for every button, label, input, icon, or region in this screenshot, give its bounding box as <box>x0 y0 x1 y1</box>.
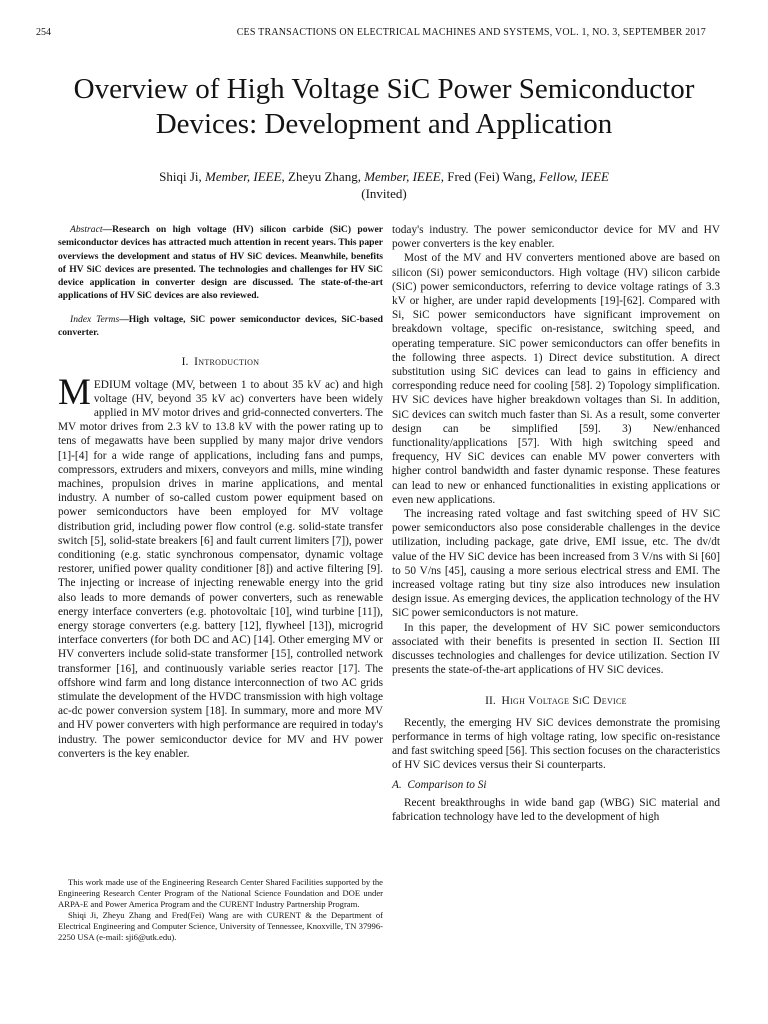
author-name: Zheyu Zhang, <box>288 169 365 184</box>
section2-paragraph-2: Recent breakthroughs in wide band gap (WBG) SiC material and fabrication technology have led to the development of high <box>392 796 720 823</box>
index-terms <box>58 313 383 340</box>
section-title: Introduction <box>194 356 260 369</box>
footnote-funding: This work made use of the Engineering Research Center Shared Facilities supported by the Engineering Research Center Program of the National Science Foundation and DOE under ARPA-E and Power America Program and the CURENT Industry Partnership Program. <box>58 877 383 909</box>
page-number: 254 <box>36 27 51 38</box>
section2-paragraph-1: Recently, the emerging HV SiC devices demonstrate the promising performance in terms of high voltage rating, low specific on-resistance and fast switching speed [56]. This section focuses on the characteristics of HV SiC devices versus their Si counterparts. <box>392 716 720 772</box>
section-numeral: II. <box>485 694 496 707</box>
index-terms-text: —High voltage, SiC power semiconductor devices, SiC-based converter. <box>58 313 383 339</box>
intro-paragraph-1 <box>58 371 383 761</box>
right-column <box>392 223 720 824</box>
author-list <box>30 168 738 185</box>
paper-title <box>30 72 738 142</box>
index-terms-lead: Index Terms <box>70 313 120 325</box>
abstract <box>58 223 383 303</box>
paper-title-line-1: Overview of High Voltage SiC Power Semiconductor <box>73 73 695 105</box>
running-head: CES TRANSACTIONS ON ELECTRICAL MACHINES AND SYSTEMS, VOL. 1, NO. 3, SEPTEMBER 2017 <box>236 27 706 38</box>
section-heading-hv-sic-device <box>392 694 720 708</box>
intro-paragraph-1-continued: today's industry. The power semiconductor device for MV and HV power converters is the key enabler. <box>392 224 720 251</box>
intro-paragraph-2: Most of the MV and HV converters mentioned above are based on silicon (Si) power semiconductors. High voltage (HV) silicon carbide (SiC) power semiconductors, referring to device voltage ratings of 3.3 kV or higher, are under rapid developments [19]-[62]. Compared with Si, SiC power semiconductors have significant improvement on breakdown voltage, specific on-resistance, switching speed, and operating temperature. SiC power semiconductors can offer benefits in the following three aspects. 1) Direct device substitution. A direct substitution using SiC devices can lead to gains in efficiency and corresponding reduce need for cooling [58]. 2) Topology simplification. HV SiC devices have higher breakdown voltages than Si. In addition, SiC devices can switch much faster than Si. As a result, some converter design can be simplified [59]. 3) New/enhanced functionality/applications [57]. With high switching speed and frequency, HV SiC devices can enable MV power converters with higher control bandwidth and faster dynamic response. These features can lead to new or enhanced functionalities in existing applications or even new applications. <box>392 252 720 506</box>
subsection-label: A. <box>392 778 402 791</box>
subsection-heading <box>392 778 720 792</box>
author-separator: , <box>440 169 448 184</box>
footnote <box>58 877 383 942</box>
first-word: EDIUM <box>93 378 131 391</box>
author-role: Member, IEEE <box>364 169 441 184</box>
author-role: Fellow, IEEE <box>539 169 609 184</box>
section-title: High Voltage SiC Device <box>501 694 627 707</box>
intro-paragraph-3: The increasing rated voltage and fast switching speed of HV SiC power semiconductors also pose considerable challenges in the device utilization, including package, gate drive, EMI issue, etc. The dv/dt value of the HV SiC device has been increased from 3 V/ns with Si [60] to 50 V/ns [45], causing a more serious electrical stress and EMI. The increased voltage rating but tiny size also introduces new insulation design issue. As emerging devices, the application technology of the HV SiC power semiconductors is not mature. <box>392 508 720 620</box>
intro-paragraph-4: In this paper, the development of HV SiC power semiconductors associated with their benefits is presented in section II. Section III discusses technologies and challenges for device utilization. Section IV presents the state-of-the-art applications of HV SiC devices. <box>392 621 720 677</box>
author-separator: , <box>281 169 289 184</box>
author-name: Shiqi Ji, <box>159 169 205 184</box>
invited-note: (Invited) <box>361 186 407 201</box>
footnote-affiliation: Shiqi Ji, Zheyu Zhang and Fred(Fei) Wang are with CURENT & the Department of Electrical Engineering and Computer Science, University of Tennessee, Knoxville, TN 37996-2250 USA (e-mail: sji6@utk.edu). <box>58 909 383 942</box>
section-numeral: I. <box>181 356 189 369</box>
abstract-text: —Research on high voltage (HV) silicon carbide (SiC) power semiconductor devices has attracted much attention in recent years. This paper overviews the development and status of HV SiC devices. Meanwhile, benefits of HV SiC devices are presented. The technologies and challenges for HV SiC device application in converter design are discussed. The state-of-the-art applications of HV SiC devices are also reviewed. <box>58 224 383 302</box>
author-name: Fred (Fei) Wang, <box>447 169 540 184</box>
title-block <box>30 72 738 202</box>
abstract-lead: Abstract <box>70 224 103 235</box>
subsection-title: Comparison to Si <box>407 778 487 791</box>
section-heading-introduction <box>58 355 383 369</box>
drop-cap: M <box>58 371 91 413</box>
left-column <box>58 223 383 761</box>
paper-title-line-2: Devices: Development and Application <box>155 108 613 140</box>
intro-paragraph-1-text: voltage (MV, between 1 to about 35 kV ac) and high voltage (HV, beyond 35 kV ac) converters have been widely applied in MV motor drives and grid-connected converters. The MV motor drives from 2.3 kV to 13.8 kV with the power rating up to tens of megawatts have been supplied by many major drive vendors [1]-[4] for a wide range of applications, including fans and pumps, compressors, extruders and mixers, conveyors and mills, mine winding machines, propulsion drives in marine applications, and mental industry. A number of so-called custom power equipment based on power semiconductors have been employed for MV voltage distribution grid, including power flow control (e.g. solid-state transfer switch [5], solid-state breakers [6] and fault current limiters [7]), power conditioning (e.g. static synchronous compensator, dynamic voltage restorer, unified power quality conditioner [8]) and active filtering [9]. The injecting or increase of injecting renewable energy into the grid also leads to more demands of power converters, such as renewable energy interface converters (e.g. photovoltaic [10], wind turbine [11]), energy storage converters (e.g. battery [12], flywheel [13]), microgrid interface converters (for both DC and AC) [14]. Other emerging MV or HV converters include solid-state transformer [15], controlled network transformer [16], and continuously variable series reactor [17]. The offshore wind farm and long distance interconnection of two AC grids stimulate the development of the HVDC transmission with high voltage ac-dc power conversion system [18]. In summary, more and more MV and HV power converters with high performance are required in today's industry. The power semiconductor device for MV and HV power converters is the key enabler. <box>58 378 383 760</box>
author-role: Member, IEEE <box>204 169 282 184</box>
